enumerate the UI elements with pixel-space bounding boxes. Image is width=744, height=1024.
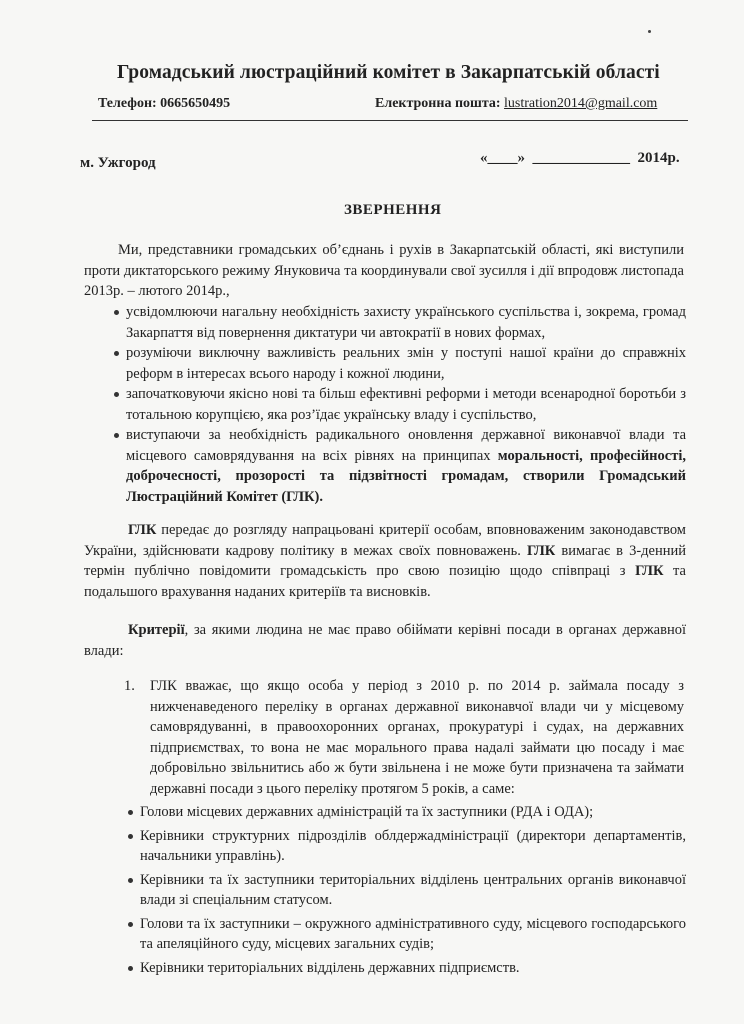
list-item <box>126 302 686 343</box>
item-text: ГЛК вважає, що якщо особа у період з 2010 р. по 2014 р. займала посаду з нижченаведеного переліку в органах державної виконавчої влади чи у місцевому самоврядуванні, в правоохоронних органах, прокуратурі і судах, на державних підприємствах, то вона не має морального права надалі займати цю посаду і має добровільно звільнитись або ж бути звільнена і не може бути призначена та займати державні посади з цього переліку протягом 5 років, а саме: <box>150 678 684 797</box>
bullet-icon <box>128 834 133 839</box>
bullet-icon <box>128 966 133 971</box>
list-item-text: Керівники структурних підрозділів облдержадміністрації (директори департаментів, начальники управлінь). <box>140 827 686 864</box>
list-item-text: Голови та їх заступники – окружного адміністративного суду, місцевого господарського та апеляційного суду, місцевих загальних судів; <box>140 915 686 952</box>
item-number: 1. <box>124 678 135 694</box>
list-item-text: Керівники та їх заступники територіальних відділень центральних органів виконавчої влади зі спеціальним статусом. <box>140 871 686 908</box>
bullet-icon <box>114 310 119 315</box>
glk-text: передає до розгляду напрацьовані критерії особам, вповноваженим законодавством України, здійснювати кадрову політику в межах своїх повноважень. <box>84 522 686 559</box>
phone-number: Телефон: 0665650495 <box>98 96 231 111</box>
glk-abbr: ГЛК <box>635 563 664 579</box>
bullet-icon <box>128 878 133 883</box>
list-item <box>140 914 686 955</box>
email-link[interactable]: lustration2014@gmail.com <box>504 96 658 111</box>
glk-text: та подальшого врахування наданих критеріїв та висновків. <box>84 563 686 600</box>
scan-speck <box>648 30 651 33</box>
bullet-icon <box>128 922 133 927</box>
bullet-icon <box>128 810 133 815</box>
list-item-text: усвідомлюючи нагальну необхідність захисту українського суспільства і, зокрема, громад Закарпаття від повернення диктатури чи автократії в нових формах, <box>126 304 686 341</box>
city: м. Ужгород <box>80 155 156 171</box>
criteria-text: , за якими людина не має право обіймати керівні посади в органах державної влади: <box>84 622 686 659</box>
contacts-line <box>98 96 678 118</box>
bullet-icon <box>114 351 119 356</box>
list-item <box>140 870 686 911</box>
criteria-heading: Критерії <box>128 622 185 638</box>
date-placeholder: «____» _____________ 2014р. <box>480 150 680 166</box>
list-item <box>126 384 686 425</box>
list-item <box>126 425 686 507</box>
principles-list <box>126 302 686 507</box>
bullet-icon <box>114 392 119 397</box>
criteria-paragraph <box>84 620 686 661</box>
positions-list <box>140 802 686 981</box>
list-item <box>124 676 684 799</box>
organization-title: Громадський люстраційний комітет в Закарпатській області <box>117 62 660 83</box>
email-line <box>375 96 657 112</box>
criteria-list <box>124 676 684 799</box>
bullet-icon <box>114 433 119 438</box>
list-item <box>140 802 686 823</box>
list-item-text: виступаючи за необхідність радикального оновлення державної виконавчої влади та місцевого самоврядування на всіх рівнях на принципах <box>126 427 686 464</box>
glk-abbr: ГЛК <box>128 522 157 538</box>
email-label: Електронна пошта: <box>375 96 505 111</box>
glk-text: вимагає в 3-денний термін публічно повідомити громадськість про свою позицію щодо співпраці з <box>84 542 686 579</box>
glk-abbr: ГЛК <box>526 542 556 559</box>
document-title: ЗВЕРНЕННЯ <box>344 202 442 218</box>
list-item <box>126 343 686 384</box>
list-item <box>140 958 686 979</box>
list-item-text: Голови місцевих державних адміністрацій та їх заступники (РДА і ОДА); <box>140 804 594 820</box>
glk-paragraph <box>84 520 686 602</box>
header-divider <box>92 120 688 121</box>
list-item-bold-text: моральності, професійності, доброчесності, прозорості та підзвітності громадам, створили Громадський Люстраційний Комітет (ГЛК). <box>126 447 687 505</box>
list-item-text: Керівники територіальних відділень державних підприємств. <box>140 959 520 976</box>
list-item-text: започатковуючи якісно нові та більш ефективні реформи і методи всенародної боротьби з тотальною корупцією, яка роз’їдає українську владу і суспільство, <box>126 386 686 423</box>
list-item <box>140 826 686 867</box>
intro-paragraph: Ми, представники громадських об’єднань і рухів в Закарпатській області, які виступили проти диктаторського режиму Януковича та координували свої зусилля і дії впродовж листопада 2013р. – лютого 2014р., <box>84 242 684 299</box>
list-item-text: розуміючи виключну важливість реальних змін у поступі нашої країни до справжніх реформ в інтересах всього народу і кожної людини, <box>126 345 686 382</box>
